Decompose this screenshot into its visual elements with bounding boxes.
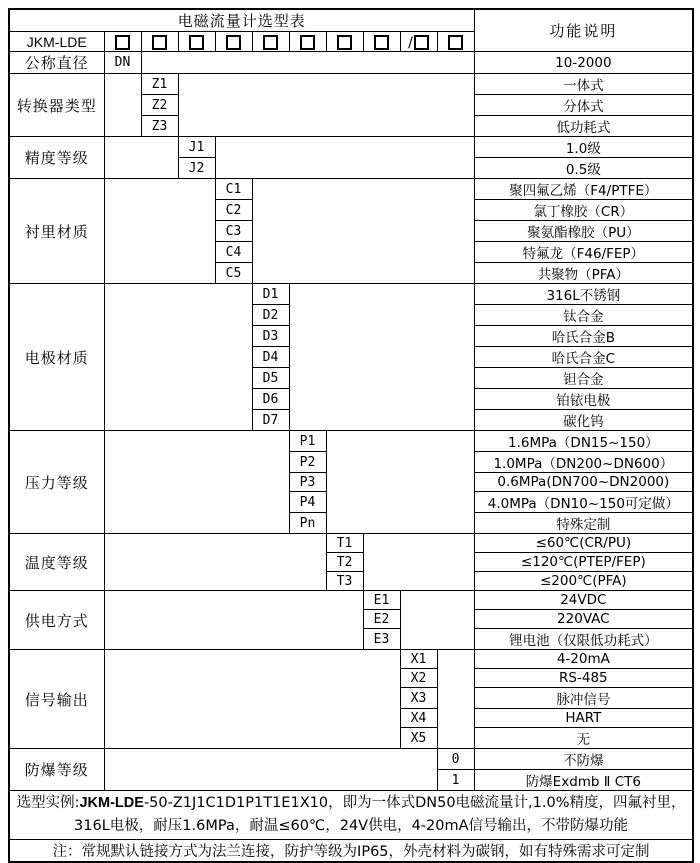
desc-cell: 0.6MPa(DN700~DN2000) [474,473,693,492]
model-checkbox-cell [104,32,141,52]
table-title: 电磁流量计选型表 [9,9,474,32]
desc-cell: 聚氨酯橡胶（PU） [474,221,693,242]
param-row [9,431,693,452]
spacer-left [104,431,289,534]
desc-cell: 铂铱电极 [474,389,693,410]
param-name: 衬里材质 [9,179,104,284]
param-row [9,52,693,74]
desc-cell: RS-485 [474,669,693,688]
param-row [9,284,693,305]
model-checkbox-cell [363,32,400,52]
param-name: 压力等级 [9,431,104,534]
code-cell: T3 [326,572,363,591]
flowmeter-selection-table [8,8,694,863]
selection-example [9,791,693,840]
spacer-left [104,749,437,791]
code-cell: Z2 [141,95,178,116]
param-name: 信号输出 [9,650,104,749]
param-name: 电极材质 [9,284,104,431]
desc-cell: 不防爆 [474,749,693,770]
desc-cell: 1.0MPa（DN200~DN600） [474,452,693,473]
code-cell: C2 [215,200,252,221]
example-model-code: JKM-LDE [79,795,144,811]
code-cell: D2 [252,305,289,326]
code-cell: D5 [252,368,289,389]
example-line2: 316L电极，耐压1.6MPa，耐温≤60℃，24V供电，4-20mA信号输出，不带防爆功能 [74,818,629,834]
code-cell: T1 [326,534,363,553]
note-row [9,840,693,863]
code-cell: C1 [215,179,252,200]
desc-cell: 共聚物（PFA） [474,263,693,284]
spacer-left [104,650,400,749]
spacer-left [104,179,215,284]
checkbox-box-icon [374,35,389,50]
code-cell: P4 [289,492,326,513]
code-cell: E3 [363,629,400,650]
desc-cell: ≤120℃(PTEP/FEP) [474,553,693,572]
example-line1-rest: -50-Z1J1C1D1P1T1E1X10，即为一体式DN50电磁流量计,1.0%精度，四氟衬里， [143,795,686,811]
desc-cell: 分体式 [474,95,693,116]
desc-cell: 4.0MPa（DN10~150可定做） [474,492,693,513]
code-cell: X4 [400,709,437,728]
code-cell: T2 [326,553,363,572]
param-row [9,591,693,610]
desc-cell: 特氟龙（F46/FEP） [474,242,693,263]
example-line1 [10,792,692,815]
desc-cell: ≤60℃(CR/PU) [474,534,693,553]
spacer-right [252,179,474,284]
code-cell: X1 [400,650,437,669]
desc-cell: 低功耗式 [474,116,693,137]
checkbox-box-icon [152,35,167,50]
code-cell: C4 [215,242,252,263]
code-cell: P3 [289,473,326,492]
checkbox-box-icon [337,35,352,50]
desc-cell: ≤200℃(PFA) [474,572,693,591]
spacer-left [104,137,178,179]
code-cell: X3 [400,688,437,709]
code-cell: D7 [252,410,289,431]
desc-cell: 24VDC [474,591,693,610]
desc-cell: 1.0级 [474,137,693,158]
spacer-right [363,534,474,591]
desc-cell: 1.6MPa（DN15~150） [474,431,693,452]
checkbox-box-icon [226,35,241,50]
slash-separator: / [408,34,413,51]
param-name: 转换器类型 [9,74,104,137]
param-row [9,749,693,770]
param-row [9,179,693,200]
param-name: 防爆等级 [9,749,104,791]
checkbox-box-icon [263,35,278,50]
desc-cell: 特殊定制 [474,513,693,534]
desc-cell: 碳化钨 [474,410,693,431]
footnote: 注：常规默认链接方式为法兰连接，防护等级为IP65，外壳材料为碳钢，如有特殊需求可定制 [9,840,693,863]
spacer-right [400,591,474,650]
code-cell: J1 [178,137,215,158]
code-cell: Pn [289,513,326,534]
param-name: 精度等级 [9,137,104,179]
spacer-left [104,284,252,431]
code-cell: D4 [252,347,289,368]
desc-cell: 220VAC [474,610,693,629]
spacer-right [215,137,474,179]
checkbox-box-icon [448,35,463,50]
selector-groups-body [9,52,693,791]
param-name: 温度等级 [9,534,104,591]
example-row [9,791,693,840]
spacer-right [141,52,474,74]
model-checkbox-cell [215,32,252,52]
desc-cell: 钽合金 [474,368,693,389]
model-checkbox-cell [178,32,215,52]
model-checkbox-cell [289,32,326,52]
model-code: JKM-LDE [9,32,104,52]
spacer-left [104,74,141,137]
desc-cell: HART [474,709,693,728]
desc-cell: 哈氏合金B [474,326,693,347]
code-cell: E2 [363,610,400,629]
code-cell: J2 [178,158,215,179]
example-label: 选型实例: [16,795,80,811]
checkbox-box-icon [414,35,429,50]
spacer-left [104,591,363,650]
model-checkbox-cell [141,32,178,52]
function-column-header: 功能说明 [474,9,693,52]
code-cell: 1 [437,770,474,791]
code-cell: X2 [400,669,437,688]
desc-cell: 一体式 [474,74,693,95]
desc-cell: 钛合金 [474,305,693,326]
code-cell: D6 [252,389,289,410]
spacer-left [104,534,326,591]
code-cell: D3 [252,326,289,347]
code-cell: DN [104,52,141,74]
title-row [9,9,693,32]
desc-cell: 10-2000 [474,52,693,74]
code-cell: Z1 [141,74,178,95]
code-cell: P1 [289,431,326,452]
checkbox-box-icon [300,35,315,50]
code-cell: E1 [363,591,400,610]
param-row [9,534,693,553]
code-cell: D1 [252,284,289,305]
desc-cell: 聚四氟乙烯（F4/PTFE） [474,179,693,200]
desc-cell: 无 [474,728,693,749]
code-cell: C5 [215,263,252,284]
param-row [9,650,693,669]
model-checkbox-cell [326,32,363,52]
model-checkbox-cell [400,32,437,52]
model-checkbox-cell [437,32,474,52]
param-row [9,137,693,158]
spacer-right [289,284,474,431]
code-cell: 0 [437,749,474,770]
desc-cell: 0.5级 [474,158,693,179]
model-checkbox-cell [252,32,289,52]
desc-cell: 锂电池（仅限低功耗式） [474,629,693,650]
param-name: 公称直径 [9,52,104,74]
desc-cell: 氯丁橡胶（CR） [474,200,693,221]
desc-cell: 脉冲信号 [474,688,693,709]
desc-cell: 哈氏合金C [474,347,693,368]
checkbox-box-icon [115,35,130,50]
desc-cell: 4-20mA [474,650,693,669]
code-cell: Z3 [141,116,178,137]
spacer-right [326,431,474,534]
code-cell: C3 [215,221,252,242]
code-cell: X5 [400,728,437,749]
desc-cell: 防爆Exdmb Ⅱ CT6 [474,770,693,791]
param-row [9,74,693,95]
desc-cell: 316L不锈钢 [474,284,693,305]
spacer-right [437,650,474,749]
checkbox-box-icon [189,35,204,50]
code-cell: P2 [289,452,326,473]
param-name: 供电方式 [9,591,104,650]
spacer-right [178,74,474,137]
